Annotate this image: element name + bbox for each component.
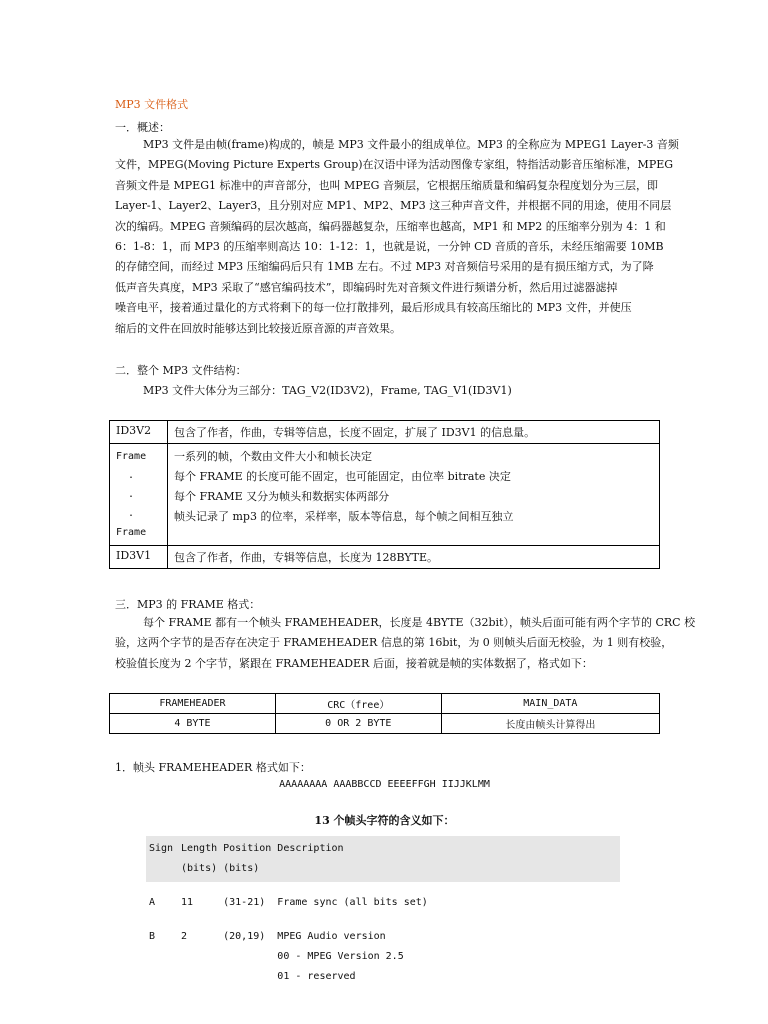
table-cell: 0 OR 2 BYTE xyxy=(275,714,441,734)
table-row xyxy=(146,890,620,916)
bit-pattern: AAAAAAAA AAABBCCD EEEEFFGH IIJJKLMM xyxy=(279,779,490,790)
column-header: FRAMEHEADER xyxy=(110,694,276,714)
bit-description-line: Frame sync (all bits set) xyxy=(277,897,428,908)
frame-label: . xyxy=(128,489,135,500)
table-row xyxy=(110,714,660,734)
paragraph-line: 的存储空间，而经过 MP3 压缩编码后只有 1MB 左右。不过 MP3 对音频信号采用的是有损压缩方式，为了降 xyxy=(115,260,654,274)
bit-position: (20,19) xyxy=(223,931,266,942)
bit-length: 11 xyxy=(181,897,194,908)
paragraph-line: Layer-1、Layer2、Layer3，且分别对应 MP1、MP2、MP3 这三种声音文件，并根据不同的用途，使用不同层 xyxy=(115,199,672,213)
frame-description-line: 每个 FRAME 的长度可能不固定，也可能固定，由位率 bitrate 决定 xyxy=(174,470,511,483)
id3v1-label: ID3V1 xyxy=(110,546,168,569)
table-header-row xyxy=(110,694,660,714)
section-1-paragraph xyxy=(115,135,679,339)
column-header: CRC（free） xyxy=(275,694,441,714)
paragraph-line: 音频文件是 MPEG1 标准中的声音部分，也叫 MPEG 音频层，它根据压缩质量和编码复杂程度划分为三层，即 xyxy=(115,178,658,192)
paragraph-line: 噪音电平，接着通过量化的方式将剩下的每一位打散排列，最后形成具有较高压缩比的 MP3 文件，并使压 xyxy=(115,301,632,315)
frame-format-table xyxy=(109,693,660,734)
paragraph-line: 次的编码。MPEG 音频编码的层次越高，编码器越复杂，压缩率也越高，MP1 和 MP2 的压缩率分别为 4：1 和 xyxy=(115,219,666,233)
paragraph-line: 校验值长度为 2 个字节，紧跟在 FRAMEHEADER 后面，接着就是帧的实体数据了，格式如下： xyxy=(115,656,593,670)
bits-table-title: 13 个帧头字符的含义如下： xyxy=(314,814,455,827)
id3v1-description: 包含了作者，作曲，专辑等信息，长度为 128BYTE。 xyxy=(168,546,660,569)
bit-sign: B xyxy=(149,931,156,942)
frame-label-cell xyxy=(110,444,168,546)
table-row xyxy=(110,546,660,569)
frame-label: Frame xyxy=(116,527,147,538)
table-row xyxy=(110,421,660,444)
bit-description xyxy=(274,924,620,990)
document-title: MP3 文件格式 xyxy=(115,98,189,111)
paragraph-line: 验，这两个字节的是否存在决定于 FRAMEHEADER 信息的第 16bit，为 0 则帧头后面无校验，为 1 则有校验， xyxy=(115,636,673,650)
id3v2-description: 包含了作者，作曲，专辑等信息，长度不固定，扩展了 ID3V1 的信息量。 xyxy=(168,421,660,444)
bit-description xyxy=(274,890,620,916)
frame-description-line: 每个 FRAME 又分为帧头和数据实体两部分 xyxy=(174,490,390,503)
file-structure-table xyxy=(109,420,660,569)
paragraph-line: 每个 FRAME 都有一个帧头 FRAMEHEADER，长度是 4BYTE（32bit），帧头后面可能有两个字节的 CRC 校 xyxy=(143,616,696,629)
bit-length: 2 xyxy=(181,931,188,942)
frame-label: Frame xyxy=(116,451,147,462)
bit-description-line: MPEG Audio version xyxy=(277,931,386,942)
bit-description-line: 01 - reserved xyxy=(277,971,356,982)
paragraph-line: 6：1-8：1，而 MP3 的压缩率则高达 10：1-12：1，也就是说，一分钟 CD 音质的音乐，未经压缩需要 10MB xyxy=(115,240,664,254)
section-1-heading: 一．概述： xyxy=(115,121,170,134)
paragraph-line: 低声音失真度，MP3 采取了“感官编码技术”，即编码时先对音频文件进行频谱分析，然后用过滤器滤掉 xyxy=(115,280,618,294)
section-3-paragraph xyxy=(115,613,696,674)
column-header-position: Position (bits) xyxy=(220,836,274,882)
section-2-line: MP3 文件大体分为三部分：TAG_V2(ID3V2)，Frame, TAG_V1(ID3V1) xyxy=(143,384,512,397)
frameheader-heading: 1．帧头 FRAMEHEADER 格式如下： xyxy=(115,761,311,774)
table-cell: 长度由帧头计算得出 xyxy=(441,714,659,734)
section-2-heading: 二．整个 MP3 文件结构： xyxy=(115,364,247,377)
bit-description-line: 00 - MPEG Version 2.5 xyxy=(277,951,404,962)
table-header-row xyxy=(146,836,620,882)
bit-sign: A xyxy=(149,897,156,908)
paragraph-line: 文件，MPEG(Moving Picture Experts Group)在汉语中译为活动图像专家组，特指活动影音压缩标准，MPEG xyxy=(115,158,674,172)
frame-description-line: 帧头记录了 mp3 的位率，采样率，版本等信息，每个帧之间相互独立 xyxy=(174,510,514,523)
frame-label: . xyxy=(128,508,135,519)
paragraph-line: MP3 文件是由帧(frame)构成的，帧是 MP3 文件最小的组成单位。MP3 的全称应为 MPEG1 Layer-3 音频 xyxy=(143,138,679,151)
table-row xyxy=(146,924,620,990)
column-header: MAIN_DATA xyxy=(441,694,659,714)
header-bits-table xyxy=(146,836,620,990)
bit-position: (31-21) xyxy=(223,897,266,908)
column-header-length: Length (bits) xyxy=(178,836,220,882)
table-cell: 4 BYTE xyxy=(110,714,276,734)
paragraph-line: 缩后的文件在回放时能够达到比较接近原音源的声音效果。 xyxy=(115,321,401,335)
frame-description xyxy=(168,444,660,546)
id3v2-label: ID3V2 xyxy=(110,421,168,444)
table-row xyxy=(110,444,660,546)
frame-description-line: 一系列的帧，个数由文件大小和帧长决定 xyxy=(174,450,372,463)
section-3-heading: 三．MP3 的 FRAME 格式： xyxy=(115,598,261,611)
column-header-description: Description xyxy=(274,836,620,882)
frame-label: . xyxy=(128,470,135,481)
column-header-sign: Sign xyxy=(146,836,178,882)
